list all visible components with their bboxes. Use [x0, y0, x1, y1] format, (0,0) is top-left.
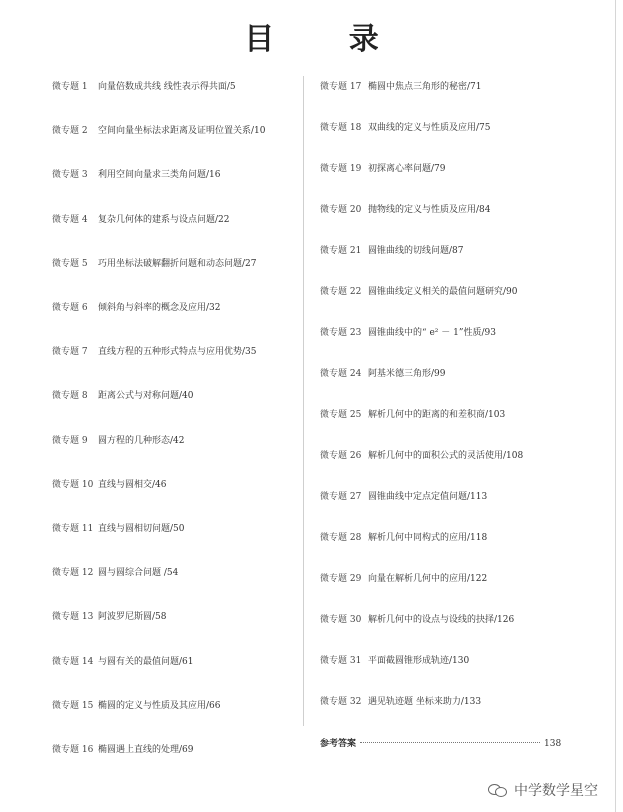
topic-title: 阿基米德三角形/99 [368, 369, 446, 379]
topic-number: 微专题 1 [52, 82, 88, 92]
topic-number: 微专题 22 [320, 287, 362, 297]
toc-entry[interactable] [52, 169, 221, 181]
topic-number: 微专题 4 [52, 214, 88, 225]
answers-label: 参考答案 [320, 739, 357, 749]
page-title: 目 录 [244, 22, 411, 57]
topic-number: 微专题 12 [52, 568, 94, 579]
topic-number: 微专题 15 [52, 700, 94, 711]
topic-number: 微专题 26 [320, 451, 362, 461]
topic-title: 直线与圆相切问题/50 [98, 524, 185, 534]
topic-number: 微专题 8 [52, 391, 88, 402]
topic-number: 微专题 10 [52, 479, 94, 490]
toc-entry[interactable] [52, 258, 257, 270]
topic-title: 椭圆的定义与性质及其应用/66 [98, 700, 221, 711]
toc-entry[interactable] [320, 327, 496, 339]
toc-entry[interactable] [320, 81, 482, 93]
topic-title: 直线方程的五种形式特点与应用优势/35 [98, 347, 257, 358]
toc-entry[interactable] [320, 450, 523, 462]
topic-title: 距离公式与对称问题/40 [98, 391, 194, 402]
topic-title: 巧用坐标法破解翻折问题和动态问题/27 [98, 258, 257, 269]
toc-entry[interactable] [52, 302, 221, 314]
topic-number: 微专题 30 [320, 615, 362, 625]
topic-title: 利用空间向量求三类角问题/16 [98, 170, 221, 181]
toc-entry[interactable] [320, 696, 481, 708]
watermark [488, 780, 598, 800]
toc-entry[interactable] [320, 409, 505, 421]
topic-title: 解析几何中的面积公式的灵活使用/108 [368, 451, 524, 461]
topic-number: 微专题 16 [52, 745, 94, 755]
toc-entry[interactable] [52, 346, 257, 358]
topic-number: 微专题 19 [320, 164, 362, 174]
toc-entry[interactable] [320, 122, 491, 134]
topic-title: 向量在解析几何中的应用/122 [368, 574, 488, 584]
topic-number: 微专题 21 [320, 246, 362, 256]
toc-entry[interactable] [320, 491, 487, 503]
topic-title: 倾斜角与斜率的概念及应用/32 [98, 303, 221, 313]
answers-page: 138 [544, 739, 562, 749]
topic-number: 微专题 23 [320, 328, 362, 338]
topic-number: 微专题 31 [320, 656, 362, 666]
topic-title: 直线与圆相交/46 [98, 479, 167, 490]
toc-entry[interactable] [52, 523, 185, 535]
topic-title: 双曲线的定义与性质及应用/75 [368, 123, 491, 133]
topic-number: 微专题 6 [52, 303, 88, 313]
topic-title: 圆与圆综合问题 /54 [98, 568, 179, 579]
toc-entry[interactable] [320, 204, 491, 216]
topic-number: 微专题 13 [52, 612, 94, 623]
toc-entry[interactable] [320, 655, 469, 667]
topic-title: 复杂几何体的建系与设点问题/22 [98, 214, 230, 225]
topic-title: 圆锥曲线中的“ e² － 1”性质/93 [368, 328, 496, 338]
topic-title: 初探离心率问题/79 [368, 164, 446, 174]
page-edge-line [615, 0, 616, 812]
topic-title: 平面截圆锥形成轨迹/130 [368, 656, 470, 666]
topic-number: 微专题 32 [320, 697, 362, 707]
toc-entry[interactable] [52, 125, 266, 137]
toc-entry[interactable] [320, 245, 464, 257]
topic-title: 圆锥曲线中定点定值问题/113 [368, 492, 488, 502]
topic-number: 微专题 3 [52, 170, 88, 181]
toc-entry[interactable] [52, 479, 167, 491]
topic-title: 阿波罗尼斯圆/58 [98, 612, 167, 623]
topic-number: 微专题 14 [52, 656, 94, 667]
topic-number: 微专题 24 [320, 369, 362, 379]
toc-entry[interactable] [320, 368, 446, 380]
topic-title: 椭圆中焦点三角形的秘密/71 [368, 82, 482, 92]
topic-title: 解析几何中的设点与设线的抉择/126 [368, 615, 515, 625]
topic-title: 圆锥曲线定义相关的最值问题研究/90 [368, 287, 518, 297]
column-divider [303, 76, 304, 726]
toc-entry[interactable] [52, 567, 178, 579]
topic-title: 遇见轨迹题 坐标来助力/133 [368, 697, 482, 707]
topic-title: 解析几何中的距离的和差积商/103 [368, 410, 506, 420]
topic-number: 微专题 2 [52, 126, 88, 137]
topic-number: 微专题 11 [52, 524, 94, 534]
wechat-icon [488, 783, 508, 797]
topic-title: 解析几何中同构式的应用/118 [368, 533, 488, 543]
topic-title: 向量倍数成共线 线性表示得共面/5 [98, 82, 236, 92]
topic-number: 微专题 18 [320, 123, 362, 133]
toc-entry[interactable] [320, 532, 487, 544]
toc-entry[interactable] [320, 163, 446, 175]
toc-answers-entry[interactable] [320, 738, 570, 750]
topic-title: 与圆有关的最值问题/61 [98, 656, 194, 667]
watermark-text: 中学数学星空 [514, 783, 598, 799]
topic-number: 微专题 20 [320, 205, 362, 215]
topic-number: 微专题 27 [320, 492, 362, 502]
toc-entry[interactable] [52, 81, 236, 93]
toc-entry[interactable] [320, 614, 514, 626]
leader-dots [360, 742, 540, 743]
toc-entry[interactable] [52, 435, 185, 447]
toc-entry[interactable] [52, 214, 230, 226]
topic-title: 椭圆遇上直线的处理/69 [98, 745, 194, 755]
toc-entry[interactable] [52, 390, 194, 402]
toc-entry[interactable] [52, 656, 194, 668]
toc-entry[interactable] [320, 573, 487, 585]
toc-entry[interactable] [320, 286, 518, 298]
topic-number: 微专题 9 [52, 435, 88, 446]
toc-entry[interactable] [52, 700, 221, 712]
topic-number: 微专题 25 [320, 410, 362, 420]
toc-entry[interactable] [52, 744, 194, 756]
topic-title: 空间向量坐标法求距离及证明位置关系/10 [98, 126, 266, 137]
topic-number: 微专题 29 [320, 574, 362, 584]
toc-entry[interactable] [52, 611, 167, 623]
topic-number: 微专题 5 [52, 258, 88, 269]
topic-title: 圆方程的几种形态/42 [98, 435, 185, 446]
topic-title: 抛物线的定义与性质及应用/84 [368, 205, 491, 215]
topic-number: 微专题 17 [320, 82, 362, 92]
topic-number: 微专题 28 [320, 533, 362, 543]
topic-title: 圆锥曲线的切线问题/87 [368, 246, 464, 256]
topic-number: 微专题 7 [52, 347, 88, 358]
